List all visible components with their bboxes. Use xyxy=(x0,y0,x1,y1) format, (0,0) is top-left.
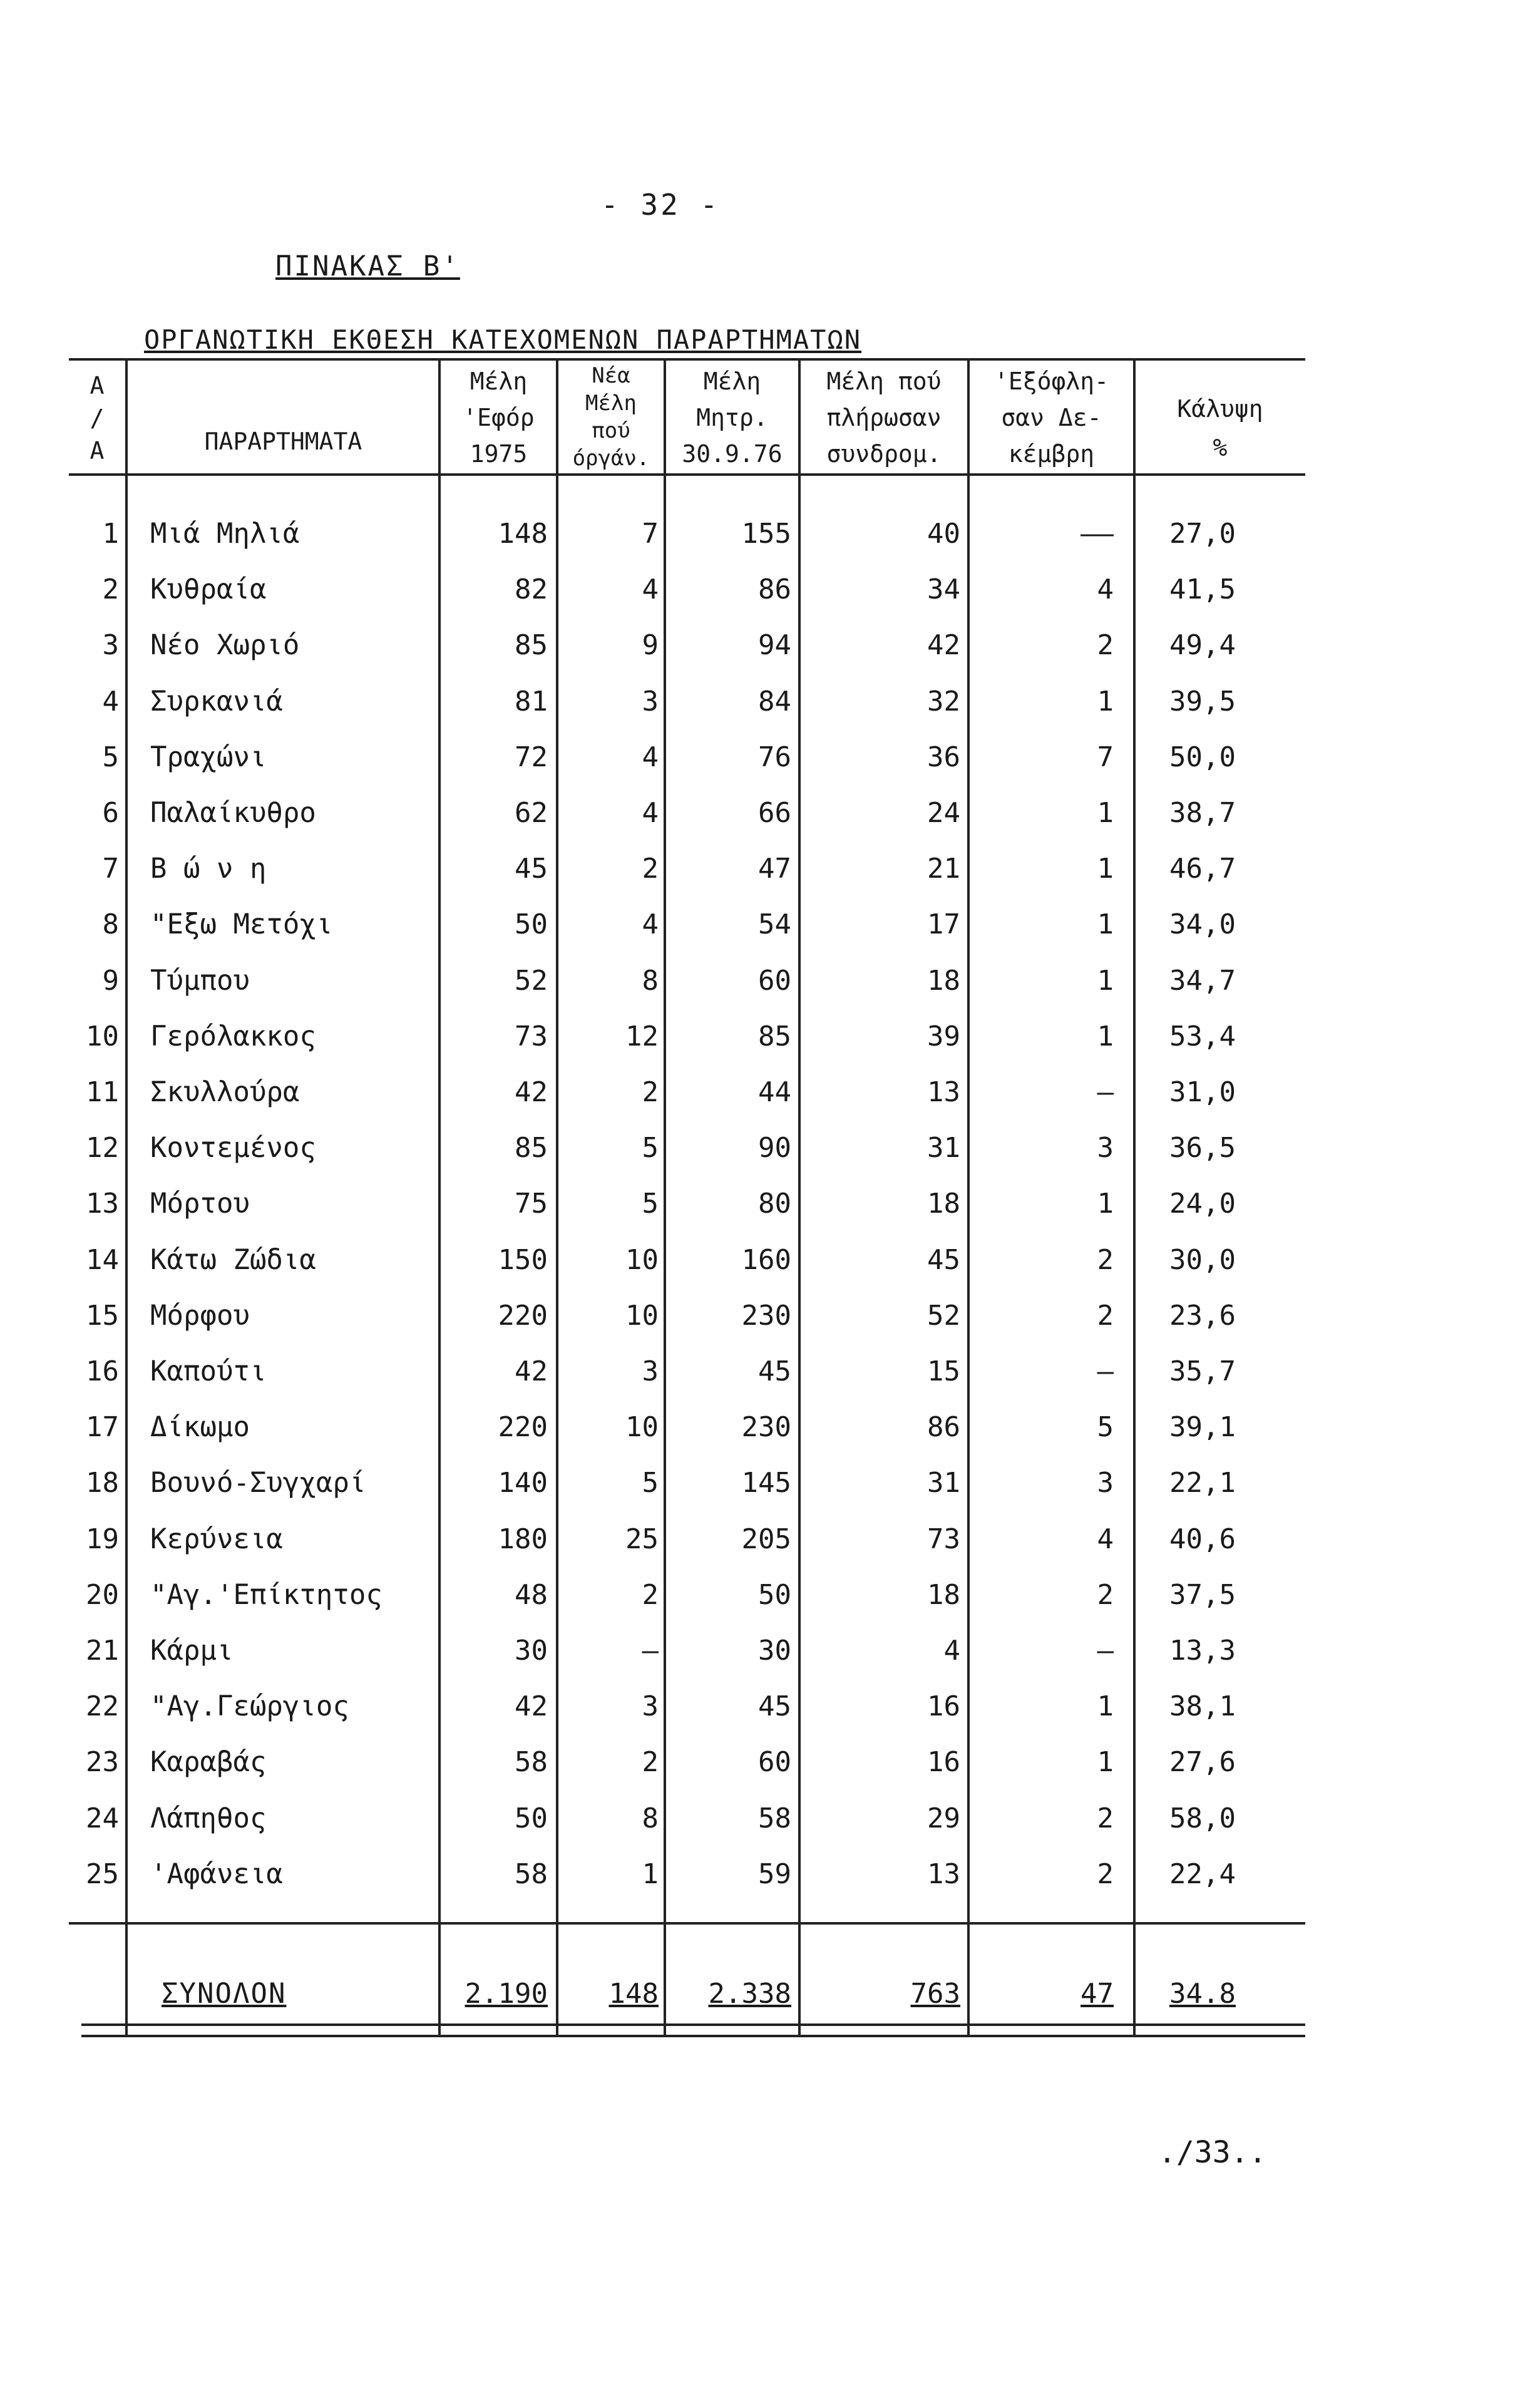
paid-members: 86 xyxy=(927,1411,960,1443)
totals-double-rule-1 xyxy=(81,2023,1305,2026)
totals-coverage: 34.8 xyxy=(1169,1978,1236,2010)
registry-members: 84 xyxy=(758,686,791,717)
paid-members: 32 xyxy=(927,686,960,717)
repaid-december: 2 xyxy=(1097,1300,1114,1332)
branch-name: Νέο Χωριό xyxy=(150,629,300,661)
paid-members: 4 xyxy=(943,1635,960,1667)
report-title: ΟΡΓΑΝΩΤΙΚΗ ΕΚΘΕΣΗ ΚΑΤΕΧΟΜΕΝΩΝ ΠΑΡΑΡΤΗΜΑΤΩΝ xyxy=(144,324,862,355)
coverage-percent: 38,7 xyxy=(1169,797,1236,829)
registry-members: 155 xyxy=(741,518,791,550)
coverage-percent: 34,0 xyxy=(1169,908,1236,940)
members-1975: 148 xyxy=(498,518,548,550)
branch-name: Καπούτι xyxy=(150,1355,267,1387)
coverage-percent: 31,0 xyxy=(1169,1076,1236,1108)
repaid-december: 1 xyxy=(1097,1188,1114,1220)
members-1975: 73 xyxy=(515,1021,548,1052)
table-row xyxy=(0,1846,1540,1903)
table-row xyxy=(0,1734,1540,1791)
members-1975: 62 xyxy=(515,797,548,829)
members-1975: 48 xyxy=(515,1579,548,1611)
header-coverage: Κάλυψη % xyxy=(1177,395,1263,461)
paid-members: 17 xyxy=(927,908,960,940)
table-row xyxy=(0,506,1540,562)
new-members: – xyxy=(642,1635,659,1667)
table-row xyxy=(0,1120,1540,1176)
next-page-marker: ./33.. xyxy=(1158,2135,1267,2170)
registry-members: 45 xyxy=(758,1690,791,1722)
branch-name: Παλαίκυθρο xyxy=(150,797,316,829)
paid-members: 52 xyxy=(927,1300,960,1332)
table-row xyxy=(0,785,1540,841)
branch-name: Σκυλλούρα xyxy=(150,1076,300,1108)
header-registry-members: Μέλη Μητρ. 30.9.76 xyxy=(682,368,783,468)
table-row xyxy=(0,617,1540,674)
branch-name: "Αγ.Γεώργιος xyxy=(150,1690,349,1722)
row-number: 16 xyxy=(86,1355,119,1387)
repaid-december: 2 xyxy=(1097,629,1114,661)
branch-name: Κερύνεια xyxy=(150,1523,283,1555)
registry-members: 230 xyxy=(741,1300,791,1332)
repaid-december: 1 xyxy=(1097,686,1114,717)
registry-members: 160 xyxy=(741,1244,791,1276)
paid-members: 73 xyxy=(927,1523,960,1555)
paid-members: 13 xyxy=(927,1858,960,1890)
branch-name: "Αγ.'Επίκτητος xyxy=(150,1579,382,1611)
registry-members: 90 xyxy=(758,1132,791,1164)
members-1975: 85 xyxy=(515,629,548,661)
row-number: 19 xyxy=(86,1523,119,1555)
totals-members-1975: 2.190 xyxy=(465,1978,548,2010)
paid-members: 13 xyxy=(927,1076,960,1108)
paid-members: 34 xyxy=(927,573,960,605)
table-row xyxy=(0,1399,1540,1456)
repaid-december: 2 xyxy=(1097,1802,1114,1834)
coverage-percent: 36,5 xyxy=(1169,1132,1236,1164)
new-members: 7 xyxy=(642,518,659,550)
members-1975: 82 xyxy=(515,573,548,605)
row-number: 18 xyxy=(86,1467,119,1499)
members-1975: 150 xyxy=(498,1244,548,1276)
paid-members: 40 xyxy=(927,518,960,550)
table-top-rule xyxy=(69,358,1305,361)
row-number: 24 xyxy=(86,1802,119,1834)
table-row xyxy=(0,1511,1540,1568)
new-members: 3 xyxy=(642,686,659,717)
branch-name: Δίκωμο xyxy=(150,1411,250,1443)
paid-members: 16 xyxy=(927,1746,960,1778)
header-repaid-december: 'Εξόφλη- σαν Δε- κέμβρη xyxy=(993,368,1109,468)
members-1975: 220 xyxy=(498,1411,548,1443)
registry-members: 230 xyxy=(741,1411,791,1443)
repaid-december: 4 xyxy=(1097,573,1114,605)
coverage-percent: 22,4 xyxy=(1169,1858,1236,1890)
row-number: 7 xyxy=(102,853,119,885)
members-1975: 75 xyxy=(515,1188,548,1220)
row-number: 3 xyxy=(102,629,119,661)
registry-members: 58 xyxy=(758,1802,791,1834)
row-number: 9 xyxy=(102,965,119,997)
members-1975: 58 xyxy=(515,1858,548,1890)
new-members: 2 xyxy=(642,853,659,885)
row-number: 21 xyxy=(86,1635,119,1667)
repaid-december: 1 xyxy=(1097,908,1114,940)
new-members: 1 xyxy=(642,1858,659,1890)
coverage-percent: 34,7 xyxy=(1169,965,1236,997)
branch-name: Κοντεμένος xyxy=(150,1132,316,1164)
branch-name: Μιά Μηλιά xyxy=(150,518,300,550)
table-row xyxy=(0,1791,1540,1847)
new-members: 4 xyxy=(642,908,659,940)
registry-members: 66 xyxy=(758,797,791,829)
paid-members: 18 xyxy=(927,1188,960,1220)
totals-double-rule-2 xyxy=(81,2035,1305,2037)
new-members: 4 xyxy=(642,797,659,829)
row-number: 2 xyxy=(102,573,119,605)
registry-members: 59 xyxy=(758,1858,791,1890)
table-row xyxy=(0,1232,1540,1288)
members-1975: 42 xyxy=(515,1076,548,1108)
paid-members: 16 xyxy=(927,1690,960,1722)
repaid-december: 5 xyxy=(1097,1411,1114,1443)
coverage-percent: 38,1 xyxy=(1169,1690,1236,1722)
header-branches: ΠΑΡΑΡΤΗΜΑΤΑ xyxy=(204,428,362,455)
paid-members: 15 xyxy=(927,1355,960,1387)
coverage-percent: 13,3 xyxy=(1169,1635,1236,1667)
new-members: 10 xyxy=(625,1244,659,1276)
repaid-december: 1 xyxy=(1097,1021,1114,1052)
repaid-december: – xyxy=(1097,1635,1114,1667)
members-1975: 81 xyxy=(515,686,548,717)
coverage-percent: 50,0 xyxy=(1169,741,1236,773)
repaid-december: 1 xyxy=(1097,1690,1114,1722)
coverage-percent: 30,0 xyxy=(1169,1244,1236,1276)
registry-members: 47 xyxy=(758,853,791,885)
members-1975: 30 xyxy=(515,1635,548,1667)
paid-members: 24 xyxy=(927,797,960,829)
table-row xyxy=(0,1344,1540,1400)
members-1975: 72 xyxy=(515,741,548,773)
header-new-members: Νέα Μέλη πού όργάν. xyxy=(572,363,650,471)
registry-members: 86 xyxy=(758,573,791,605)
members-1975: 42 xyxy=(515,1690,548,1722)
new-members: 5 xyxy=(642,1467,659,1499)
table-row xyxy=(0,1455,1540,1511)
coverage-percent: 53,4 xyxy=(1169,1021,1236,1052)
totals-row xyxy=(0,1966,1540,2022)
new-members: 10 xyxy=(625,1411,659,1443)
branch-name: Β ώ ν η xyxy=(150,853,267,885)
branch-name: Κυθραία xyxy=(150,573,267,605)
paid-members: 45 xyxy=(927,1244,960,1276)
page-number: - 32 - xyxy=(601,188,721,222)
totals-repaid-december: 47 xyxy=(1081,1978,1114,2010)
branch-name: Μόρτου xyxy=(150,1188,250,1220)
members-1975: 52 xyxy=(515,965,548,997)
new-members: 3 xyxy=(642,1690,659,1722)
row-number: 20 xyxy=(86,1579,119,1611)
totals-registry-members: 2.338 xyxy=(708,1978,791,2010)
repaid-december: —— xyxy=(1081,518,1114,550)
coverage-percent: 49,4 xyxy=(1169,629,1236,661)
row-number: 13 xyxy=(86,1188,119,1220)
repaid-december: 4 xyxy=(1097,1523,1114,1555)
repaid-december: 3 xyxy=(1097,1132,1114,1164)
paid-members: 18 xyxy=(927,1579,960,1611)
new-members: 4 xyxy=(642,573,659,605)
paid-members: 36 xyxy=(927,741,960,773)
row-number: 12 xyxy=(86,1132,119,1164)
repaid-december: – xyxy=(1097,1355,1114,1387)
row-number: 15 xyxy=(86,1300,119,1332)
new-members: 8 xyxy=(642,965,659,997)
members-1975: 85 xyxy=(515,1132,548,1164)
coverage-percent: 24,0 xyxy=(1169,1188,1236,1220)
table-row xyxy=(0,1623,1540,1679)
coverage-percent: 27,6 xyxy=(1169,1746,1236,1778)
members-1975: 180 xyxy=(498,1523,548,1555)
repaid-december: 2 xyxy=(1097,1244,1114,1276)
coverage-percent: 22,1 xyxy=(1169,1467,1236,1499)
branch-name: "Εξω Μετόχι xyxy=(150,908,333,940)
row-number: 11 xyxy=(86,1076,119,1108)
table-row xyxy=(0,1288,1540,1344)
row-number: 5 xyxy=(102,741,119,773)
registry-members: 45 xyxy=(758,1355,791,1387)
table-row xyxy=(0,841,1540,897)
totals-new-members: 148 xyxy=(608,1978,659,2010)
repaid-december: 1 xyxy=(1097,853,1114,885)
registry-members: 30 xyxy=(758,1635,791,1667)
table-title: ΠΙΝΑΚΑΣ Β' xyxy=(275,250,460,282)
branch-name: Γερόλακκος xyxy=(150,1021,316,1052)
coverage-percent: 39,5 xyxy=(1169,686,1236,717)
coverage-percent: 35,7 xyxy=(1169,1355,1236,1387)
table-row xyxy=(0,674,1540,730)
coverage-percent: 37,5 xyxy=(1169,1579,1236,1611)
repaid-december: 3 xyxy=(1097,1467,1114,1499)
branch-name: Τύμπου xyxy=(150,965,250,997)
new-members: 5 xyxy=(642,1188,659,1220)
registry-members: 205 xyxy=(741,1523,791,1555)
members-1975: 220 xyxy=(498,1300,548,1332)
members-1975: 50 xyxy=(515,908,548,940)
row-number: 6 xyxy=(102,797,119,829)
repaid-december: 1 xyxy=(1097,965,1114,997)
branch-name: Συρκανιά xyxy=(150,686,283,717)
branch-name: Κάτω Ζώδια xyxy=(150,1244,316,1276)
members-1975: 50 xyxy=(515,1802,548,1834)
repaid-december: 1 xyxy=(1097,797,1114,829)
coverage-percent: 23,6 xyxy=(1169,1300,1236,1332)
row-number: 14 xyxy=(86,1244,119,1276)
new-members: 4 xyxy=(642,741,659,773)
registry-members: 76 xyxy=(758,741,791,773)
new-members: 8 xyxy=(642,1802,659,1834)
table-row xyxy=(0,729,1540,786)
coverage-percent: 58,0 xyxy=(1169,1802,1236,1834)
repaid-december: 2 xyxy=(1097,1858,1114,1890)
new-members: 2 xyxy=(642,1076,659,1108)
branch-name: Κάρμι xyxy=(150,1635,234,1667)
new-members: 9 xyxy=(642,629,659,661)
table-row xyxy=(0,1009,1540,1065)
registry-members: 44 xyxy=(758,1076,791,1108)
paid-members: 18 xyxy=(927,965,960,997)
header-bottom-rule xyxy=(69,473,1305,476)
branch-name: Μόρφου xyxy=(150,1300,250,1332)
paid-members: 21 xyxy=(927,853,960,885)
row-number: 25 xyxy=(86,1858,119,1890)
table-row xyxy=(0,1679,1540,1735)
new-members: 25 xyxy=(625,1523,659,1555)
coverage-percent: 39,1 xyxy=(1169,1411,1236,1443)
row-number: 1 xyxy=(102,518,119,550)
coverage-percent: 46,7 xyxy=(1169,853,1236,885)
repaid-december: 7 xyxy=(1097,741,1114,773)
row-number: 17 xyxy=(86,1411,119,1443)
table-row xyxy=(0,897,1540,953)
new-members: 3 xyxy=(642,1355,659,1387)
table-row xyxy=(0,562,1540,618)
members-1975: 45 xyxy=(515,853,548,885)
paid-members: 31 xyxy=(927,1467,960,1499)
repaid-december: 1 xyxy=(1097,1746,1114,1778)
new-members: 2 xyxy=(642,1579,659,1611)
table-row xyxy=(0,953,1540,1009)
paid-members: 42 xyxy=(927,629,960,661)
members-1975: 140 xyxy=(498,1467,548,1499)
coverage-percent: 27,0 xyxy=(1169,518,1236,550)
registry-members: 80 xyxy=(758,1188,791,1220)
table-row xyxy=(0,1064,1540,1121)
new-members: 2 xyxy=(642,1746,659,1778)
new-members: 10 xyxy=(625,1300,659,1332)
repaid-december: 2 xyxy=(1097,1579,1114,1611)
table-row xyxy=(0,1567,1540,1623)
members-1975: 42 xyxy=(515,1355,548,1387)
row-number: 23 xyxy=(86,1746,119,1778)
totals-paid-members: 763 xyxy=(910,1978,960,2010)
branch-name: Τραχώνι xyxy=(150,741,267,773)
row-number: 10 xyxy=(86,1021,119,1052)
row-number: 8 xyxy=(102,908,119,940)
paid-members: 29 xyxy=(927,1802,960,1834)
registry-members: 60 xyxy=(758,1746,791,1778)
header-paid-members: Μέλη πού πλήρωσαν συνδρομ. xyxy=(826,368,942,468)
paid-members: 39 xyxy=(927,1021,960,1052)
row-number: 22 xyxy=(86,1690,119,1722)
paid-members: 31 xyxy=(927,1132,960,1164)
header-aa: Α / Α xyxy=(90,372,105,465)
row-number: 4 xyxy=(102,686,119,717)
branch-name: Λάπηθος xyxy=(150,1802,267,1834)
registry-members: 50 xyxy=(758,1579,791,1611)
body-bottom-rule xyxy=(69,1922,1305,1925)
branch-name: 'Αφάνεια xyxy=(150,1858,283,1890)
coverage-percent: 40,6 xyxy=(1169,1523,1236,1555)
registry-members: 94 xyxy=(758,629,791,661)
table-row xyxy=(0,1176,1540,1232)
registry-members: 60 xyxy=(758,965,791,997)
totals-label: ΣΥΝΟΛΟΝ xyxy=(162,1978,287,2010)
registry-members: 85 xyxy=(758,1021,791,1052)
header-members-1975: Μέλη 'Εφόρ 1975 xyxy=(463,368,535,468)
branch-name: Βουνό-Συγχαρί xyxy=(150,1467,366,1499)
coverage-percent: 41,5 xyxy=(1169,573,1236,605)
repaid-december: – xyxy=(1097,1076,1114,1108)
registry-members: 54 xyxy=(758,908,791,940)
registry-members: 145 xyxy=(741,1467,791,1499)
members-1975: 58 xyxy=(515,1746,548,1778)
branch-name: Καραβάς xyxy=(150,1746,267,1778)
new-members: 12 xyxy=(625,1021,659,1052)
new-members: 5 xyxy=(642,1132,659,1164)
